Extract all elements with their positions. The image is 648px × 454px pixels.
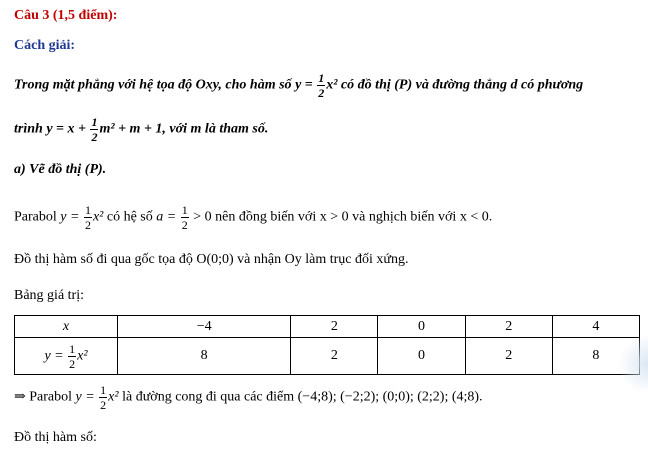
fraction: $\frac{1}{2}$ <box>318 71 325 100</box>
x-cell: 2 <box>465 316 552 338</box>
x-squared: x² <box>92 209 104 225</box>
coefficient-a: a = <box>156 209 177 225</box>
fraction: $\frac{1}{2}$ <box>84 203 91 232</box>
x-header: x <box>15 316 118 338</box>
graph-label: Đồ thị hàm số: <box>14 430 97 445</box>
line-equation-rest: m² + m + 1 <box>99 121 163 137</box>
conclusion-arrow: ⇒ Parabol <box>14 389 72 405</box>
table-row-y <box>15 338 640 375</box>
x-squared: x² <box>108 389 119 405</box>
problem-line-1 <box>14 72 583 99</box>
part-a-title: a) Vẽ đồ thị (P). <box>14 162 107 177</box>
para1-text-a: Parabol <box>14 209 57 225</box>
fraction: $\frac{1}{2}$ <box>91 115 98 144</box>
y-cell: 8 <box>118 338 291 375</box>
parabol-paragraph: Parabol y = $\frac{1}{2}$ x² có hệ số a = $\frac{1}{2}$ > 0 nên đồng biến với x > 0 và nghịch biến với x < 0. <box>14 203 493 232</box>
y-cell: 2 <box>465 338 552 375</box>
y-cell: 2 <box>291 338 378 375</box>
watermark <box>618 334 648 394</box>
value-table <box>14 315 640 375</box>
problem-func-lhs: y = <box>295 77 313 93</box>
fraction: $\frac{1}{2}$ <box>100 383 107 412</box>
para1-text-d: > 0 nên đồng biến với x > 0 và nghịch biến với x < 0. <box>193 209 493 225</box>
problem-text-2a: trình <box>14 121 43 137</box>
problem-text-1b: có đồ thị (P) và đường thẳng d có phương <box>340 77 584 93</box>
table-row-x <box>15 316 640 338</box>
problem-text-2b: , với m là tham số. <box>162 121 269 137</box>
conclusion-text: là đường cong đi qua các điểm <box>122 389 295 405</box>
problem-line-2 <box>14 116 268 143</box>
x-cell: 4 <box>552 316 639 338</box>
x-cell: 2 <box>291 316 378 338</box>
y-cell: 0 <box>378 338 465 375</box>
question-heading: Câu 3 (1,5 điểm): <box>14 8 118 23</box>
conclusion-points: (−4;8); (−2;2); (0;0); (2;2); (4;8). <box>297 389 483 405</box>
x-cell: 0 <box>378 316 465 338</box>
fraction: $\frac{1}{2}$ <box>181 203 188 232</box>
problem-text-1a: Trong mặt phẳng với hệ tọa độ Oxy, cho hàm số <box>14 77 292 93</box>
line-equation: y = x + <box>46 121 86 137</box>
x-squared: x² <box>326 77 338 93</box>
conclusion-line: ⇒ Parabol y = $\frac{1}{2}$ x² là đường cong đi qua các điểm (−4;8); (−2;2); (0;0); (2;2); (4;8). <box>14 383 483 412</box>
y-header: y = $\frac{1}{2}$ x² <box>15 338 118 375</box>
table-label: Bảng giá trị: <box>14 288 84 303</box>
x-cell: −4 <box>118 316 291 338</box>
origin-paragraph: Đồ thị hàm số đi qua gốc tọa độ O(0;0) và nhận Oy làm trục đối xứng. <box>14 252 409 267</box>
para1-text-b: có hệ số <box>106 209 153 225</box>
y-cell: 8 <box>552 338 639 375</box>
solution-label: Cách giải: <box>14 38 76 53</box>
